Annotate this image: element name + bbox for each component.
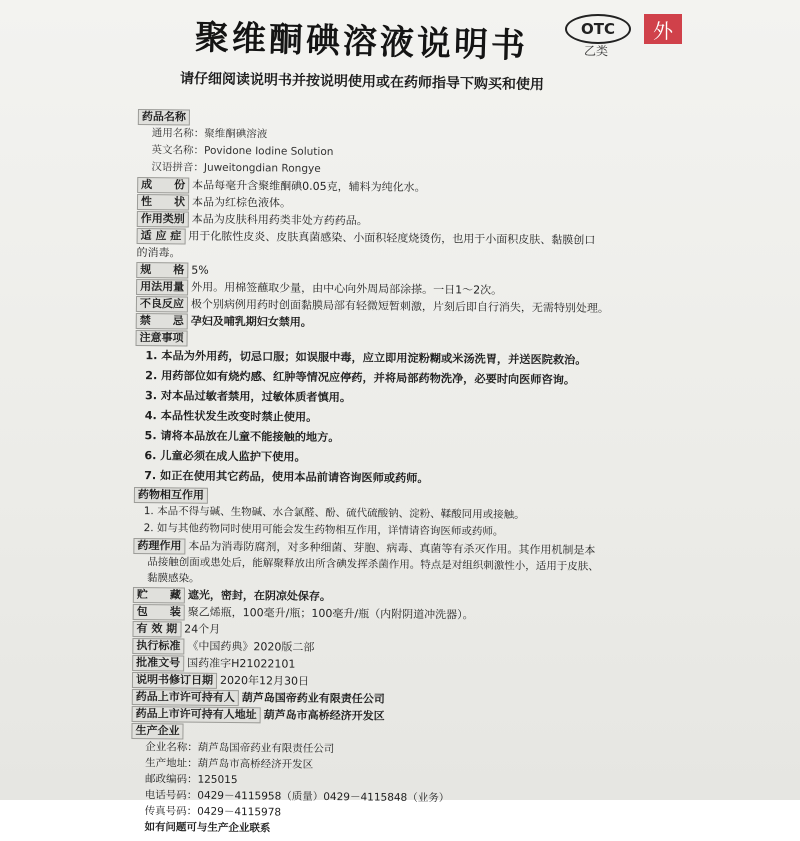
section-label: 药品上市许可持有人地址	[132, 706, 261, 723]
section-text: 用于化脓性皮炎、皮肤真菌感染、小面积轻度烧烫伤，也用于小面积皮肤、黏膜创口	[188, 229, 596, 247]
section-text: 本品为消毒防腐剂，对多种细菌、芽胞、病毒、真菌等有杀灭作用。其作用机制是本	[188, 539, 596, 557]
section-text: 聚乙烯瓶，100毫升/瓶；100毫升/瓶（内附阴道冲洗器）。	[187, 605, 474, 622]
pharmacology-cont: 黏膜感染。	[147, 572, 200, 585]
leaflet-content	[130, 108, 698, 841]
section-label: 批准文号	[132, 655, 184, 672]
section-label: 贮 藏	[133, 587, 185, 604]
section-label: 作用类别	[137, 211, 189, 228]
external-use-badge: 外	[644, 14, 682, 44]
pinyin-name: 汉语拼音：Juweitongdian Rongye	[151, 161, 321, 175]
section-label: 说明书修订日期	[132, 672, 217, 689]
precaution-item: 7. 如正在使用其它药品，使用本品前请咨询医师或药师。	[144, 469, 429, 486]
interaction-item: 2. 如与其他药物同时使用可能会发生药物相互作用，详情请咨询医师或药师。	[143, 522, 504, 538]
section-text: 外用。用棉签蘸取少量，由中心向外周局部涂搽。一日1～2次。	[191, 280, 503, 297]
manufacturer-fax: 传真号码：0429－4115978	[144, 805, 282, 819]
section-text: 本品为红棕色液体。	[191, 195, 292, 210]
section-label: 有 效 期	[132, 621, 181, 638]
section-label: 药理作用	[133, 538, 185, 555]
manufacturer-address: 生产地址：葫芦岛市高桥经济开发区	[145, 757, 314, 771]
interaction-item: 1. 本品不得与碱、生物碱、水合氯醛、酚、硫代硫酸钠、淀粉、鞣酸同用或接触。	[143, 505, 525, 522]
section-label: 禁 忌	[136, 313, 188, 330]
precaution-item: 4. 本品性状发生改变时禁止使用。	[144, 409, 318, 424]
section-label: 规 格	[136, 262, 188, 279]
section-label: 执行标准	[132, 638, 184, 655]
section-text: 本品为皮肤科用药类非处方药药品。	[191, 212, 368, 228]
document-subtitle: 请仔细阅读说明书并按说明使用或在药师指导下购买和使用	[179, 70, 545, 94]
section-text: 国药准字H21022101	[187, 656, 296, 671]
section-text: 本品每毫升含聚维酮碘0.05克，辅料为纯化水。	[192, 178, 426, 195]
section-text: 极个别病例用药时创面黏膜局部有轻微短暂刺激，片刻后即自行消失，无需特别处理。	[190, 297, 609, 315]
section-label: 成 份	[137, 177, 189, 194]
section-label: 包 装	[133, 604, 185, 621]
section-text: 孕妇及哺乳期妇女禁用。	[190, 314, 312, 329]
section-label: 生产企业	[131, 723, 183, 740]
english-name: 英文名称：Povidone Iodine Solution	[151, 144, 334, 159]
section-label: 用法用量	[136, 279, 188, 296]
section-text: 5%	[191, 263, 209, 277]
section-label: 药品上市许可持有人	[132, 689, 239, 706]
section-label: 注意事项	[136, 330, 188, 347]
precaution-item: 3. 对本品过敏者禁用，过敏体质者慎用。	[144, 389, 352, 405]
section-text: 葫芦岛市高桥经济开发区	[263, 708, 385, 723]
pharmacology-cont: 品接触创面或患处后，能解聚释放出所含碘发挥杀菌作用。特点是对组织刺激性小，适用于皮肤、	[147, 556, 599, 573]
common-name: 通用名称：聚维酮碘溶液	[151, 127, 268, 141]
section-indication-cont: 的消毒。	[136, 245, 181, 260]
section-text: 葫芦岛国帝药业有限责任公司	[241, 691, 385, 706]
manufacturer-postcode: 邮政编码：125015	[144, 773, 238, 787]
precaution-item: 2. 用药部位如有烧灼感、红肿等情况应停药，并将局部药物洗净，必要时向医师咨询。	[145, 369, 576, 387]
section-label: 性 状	[137, 194, 189, 211]
manufacturer-phone: 电话号码：0429－4115958（质量）0429－4115848（业务）	[144, 789, 450, 805]
precaution-item: 5. 请将本品放在儿童不能接触的地方。	[144, 429, 340, 445]
section-label: 药品名称	[138, 109, 190, 126]
section-label: 药物相互作用	[134, 487, 208, 504]
precaution-item: 1. 本品为外用药，切忌口服；如误服中毒，应立即用淀粉糊或米汤洗胃，并送医院救治。	[145, 349, 587, 367]
section-text: 《中国药典》2020版二部	[187, 639, 315, 654]
manufacturer-contact: 如有问题可与生产企业联系	[144, 821, 271, 835]
section-text: 24个月	[184, 622, 221, 636]
precaution-item: 6. 儿童必须在成人监护下使用。	[144, 449, 306, 464]
manufacturer-name: 企业名称：葫芦岛国帝药业有限责任公司	[145, 741, 335, 756]
section-text: 遮光，密封，在阴凉处保存。	[187, 588, 331, 604]
section-label: 适 应 症	[137, 228, 186, 245]
document-title: 聚维酮碘溶液说明书	[194, 17, 529, 67]
otc-class-label: 乙类	[584, 44, 609, 58]
otc-badge: OTC	[565, 14, 631, 44]
section-text: 2020年12月30日	[219, 673, 310, 688]
section-label: 不良反应	[136, 296, 188, 313]
